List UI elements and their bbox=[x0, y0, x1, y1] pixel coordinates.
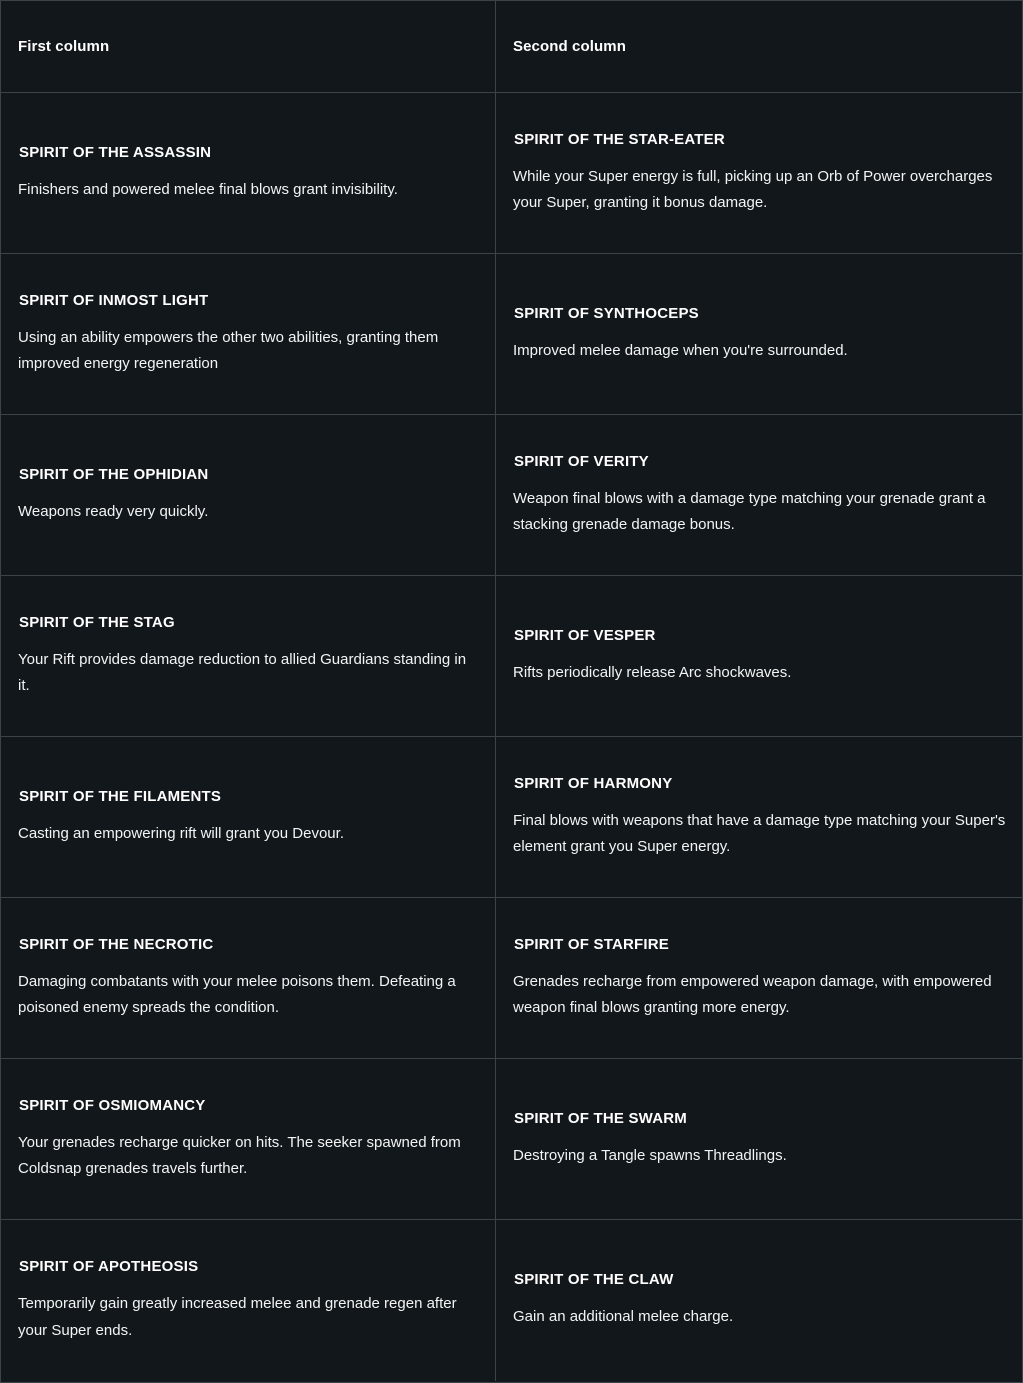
cell-title: SPIRIT OF INMOST LIGHT bbox=[19, 291, 209, 309]
table-cell bbox=[496, 415, 1023, 576]
table-cell bbox=[1, 576, 496, 737]
table-cell bbox=[1, 93, 496, 254]
cell-description: Weapons ready very quickly. bbox=[18, 502, 209, 520]
table-cell bbox=[1, 1220, 496, 1381]
cell-title: SPIRIT OF THE SWARM bbox=[514, 1109, 687, 1127]
table-cell bbox=[496, 1059, 1023, 1220]
cell-title: SPIRIT OF HARMONY bbox=[514, 774, 673, 792]
cell-title: SPIRIT OF THE NECROTIC bbox=[19, 935, 214, 953]
table-cell bbox=[496, 93, 1023, 254]
table-cell bbox=[496, 576, 1023, 737]
table-cell bbox=[496, 898, 1023, 1059]
cell-description: Destroying a Tangle spawns Threadlings. bbox=[513, 1146, 787, 1164]
table-cell bbox=[1, 415, 496, 576]
cell-description: Your grenades recharge quicker on hits. The seeker spawned from Coldsnap grenades travels further. bbox=[18, 1133, 461, 1177]
table-cell bbox=[1, 254, 496, 415]
table-cell bbox=[1, 898, 496, 1059]
cell-description: Improved melee damage when you're surrounded. bbox=[513, 341, 848, 359]
cell-title: SPIRIT OF SYNTHOCEPS bbox=[514, 304, 699, 322]
cell-title: SPIRIT OF THE ASSASSIN bbox=[19, 143, 212, 161]
cell-title: SPIRIT OF THE FILAMENTS bbox=[19, 787, 222, 805]
cell-title: SPIRIT OF THE STAR-EATER bbox=[514, 130, 725, 148]
cell-description: Finishers and powered melee final blows grant invisibility. bbox=[18, 180, 398, 198]
cell-description: Temporarily gain greatly increased melee and grenade regen after your Super ends. bbox=[18, 1295, 457, 1339]
cell-title: SPIRIT OF STARFIRE bbox=[514, 935, 669, 953]
cell-description: Rifts periodically release Arc shockwaves. bbox=[513, 663, 792, 681]
cell-description: Final blows with weapons that have a damage type matching your Super's element grant you Super energy. bbox=[513, 811, 1006, 855]
cell-title: SPIRIT OF OSMIOMANCY bbox=[19, 1096, 206, 1114]
table-cell bbox=[496, 1220, 1023, 1381]
cell-description: Your Rift provides damage reduction to allied Guardians standing in it. bbox=[18, 650, 467, 694]
cell-description: Gain an additional melee charge. bbox=[513, 1308, 734, 1326]
cell-description: Using an ability empowers the other two abilities, granting them improved energy regeneration bbox=[18, 328, 439, 372]
cell-title: SPIRIT OF APOTHEOSIS bbox=[19, 1258, 199, 1275]
column-header-first: First column bbox=[1, 1, 496, 93]
cell-title: SPIRIT OF THE CLAW bbox=[514, 1271, 674, 1289]
column-header-second: Second column bbox=[496, 1, 1023, 93]
table-cell bbox=[1, 737, 496, 898]
cell-description: Weapon final blows with a damage type matching your grenade grant a stacking grenade damage bonus. bbox=[513, 489, 986, 533]
cell-title: SPIRIT OF THE OPHIDIAN bbox=[19, 465, 209, 483]
table-cell bbox=[496, 737, 1023, 898]
cell-description: While your Super energy is full, picking up an Orb of Power overcharges your Super, granting it bonus damage. bbox=[513, 167, 993, 211]
cell-description: Damaging combatants with your melee poisons them. Defeating a poisoned enemy spreads the condition. bbox=[18, 972, 456, 1016]
cell-title: SPIRIT OF VERITY bbox=[514, 452, 649, 470]
cell-title: SPIRIT OF VESPER bbox=[514, 626, 656, 644]
cell-description: Casting an empowering rift will grant you Devour. bbox=[18, 824, 344, 842]
cell-title: SPIRIT OF THE STAG bbox=[19, 613, 175, 631]
cell-description: Grenades recharge from empowered weapon damage, with empowered weapon final blows granting more energy. bbox=[513, 972, 992, 1016]
table-cell bbox=[496, 254, 1023, 415]
table-cell bbox=[1, 1059, 496, 1220]
